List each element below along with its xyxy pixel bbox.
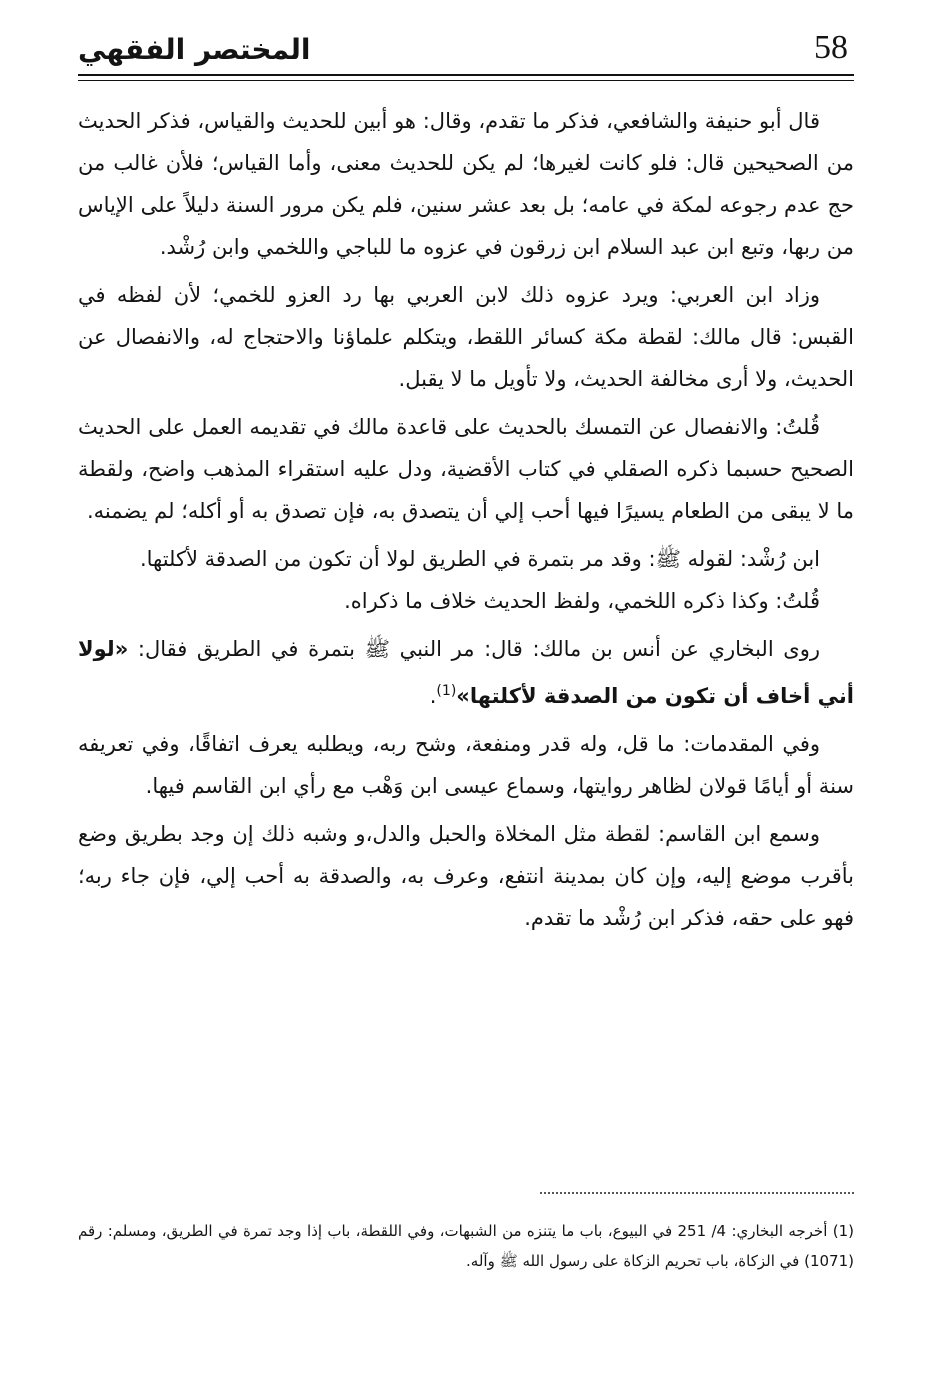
header-rule xyxy=(78,74,854,76)
footnote-reference[interactable]: (1) xyxy=(436,683,457,699)
running-title: المختصر الفقهي xyxy=(78,33,311,66)
paragraph: وزاد ابن العربي: ويرد عزوه ذلك لابن العربي بها رد العزو للخمي؛ لأن لفظه في القبس: قال مالك: لقطة مكة كسائر اللقط، ويتكلم علماؤنا والاحتجاج له، والانفصال عن الحديث، ولا أرى مخالفة الحديث، ولا تأويل ما لا يقبل. xyxy=(78,283,854,391)
footnotes xyxy=(78,1216,854,1296)
paragraph: قُلتُ: والانفصال عن التمسك بالحديث على قاعدة مالك في تقديمه العمل على الحديث الصحيح حسبما ذكره الصقلي في كتاب الأقضية، ودل عليه استقراء المذهب واضح، ولقطة ما لا يبقى من الطعام يسيرًا فيها أحب إلي أن يتصدق به، فإن تصدق به أو أكله؛ لم يضمنه. xyxy=(78,415,854,523)
footnote-text: أخرجه البخاري: 4/ 251 في البيوع، باب ما يتنزه من الشبهات، وفي اللقطة، باب إذا وجد تمرة في الطريق، ومسلم: رقم (1071) في الزكاة، باب تحريم الزكاة على رسول الله ﷺ وآله. xyxy=(78,1222,854,1270)
paragraph: وفي المقدمات: ما قل، وله قدر ومنفعة، وشح ربه، ويطلبه يعرف اتفاقًا، وفي تعريفه سنة أو أيامًا قولان لظاهر روايتها، وسماع عيسى ابن وَهْب مع رأي ابن القاسم فيها. xyxy=(78,732,854,798)
paragraph: وسمع ابن القاسم: لقطة مثل المخلاة والحبل والدل،و وشبه ذلك إن وجد بطريق وضع بأقرب موضع إليه، وإن كان بمدينة انتفع، وعرف به، والصدقة به أحب إلي، فإن جاء ربه؛ فهو على حقه، فذكر ابن رُشْد ما تقدم. xyxy=(78,822,854,930)
page-header xyxy=(78,26,854,78)
header-rule-thin xyxy=(78,80,854,81)
hadith-paragraph: روى البخاري عن أنس بن مالك: قال: مر النبي ﷺ بتمرة في الطريق فقال: «لولا أني أخاف أن تكون من الصدقة لأكلتها»$^{(1)}$. xyxy=(78,637,854,708)
hadith-quote: «لولا أني أخاف أن تكون من الصدقة لأكلتها» xyxy=(78,637,854,708)
footnote xyxy=(78,1216,854,1276)
paragraph: قُلتُ: وكذا ذكره اللخمي، ولفظ الحديث خلاف ما ذكراه. xyxy=(344,589,820,613)
hadith-intro: روى البخاري عن أنس بن مالك: قال: مر النبي ﷺ بتمرة في الطريق فقال: xyxy=(137,637,820,661)
paragraph: قال أبو حنيفة والشافعي، فذكر ما تقدم، وقال: هو أبين للحديث والقياس، فذكر الحديث من الصحيحين قال: فلو كانت لغيرها؛ لم يكن للحديث معنى، وأما القياس؛ فلأن غالب من حج عدم رجوعه لمكة في عامه؛ بل بعد عشر سنين، فلم يكن مرور السنة دليلاً على الإياس من ربها، وتبع ابن عبد السلام ابن زرقون في عزوه ما للباجي واللخمي وابن رُشْد. xyxy=(78,109,854,259)
page-number: 58 xyxy=(814,29,848,66)
footnote-marker: (1) xyxy=(832,1222,854,1240)
footnote-separator xyxy=(540,1192,854,1194)
main-text xyxy=(78,100,854,1180)
paragraph: ابن رُشْد: لقوله ﷺ: وقد مر بتمرة في الطريق لولا أن تكون من الصدقة لأكلتها. xyxy=(139,547,820,571)
